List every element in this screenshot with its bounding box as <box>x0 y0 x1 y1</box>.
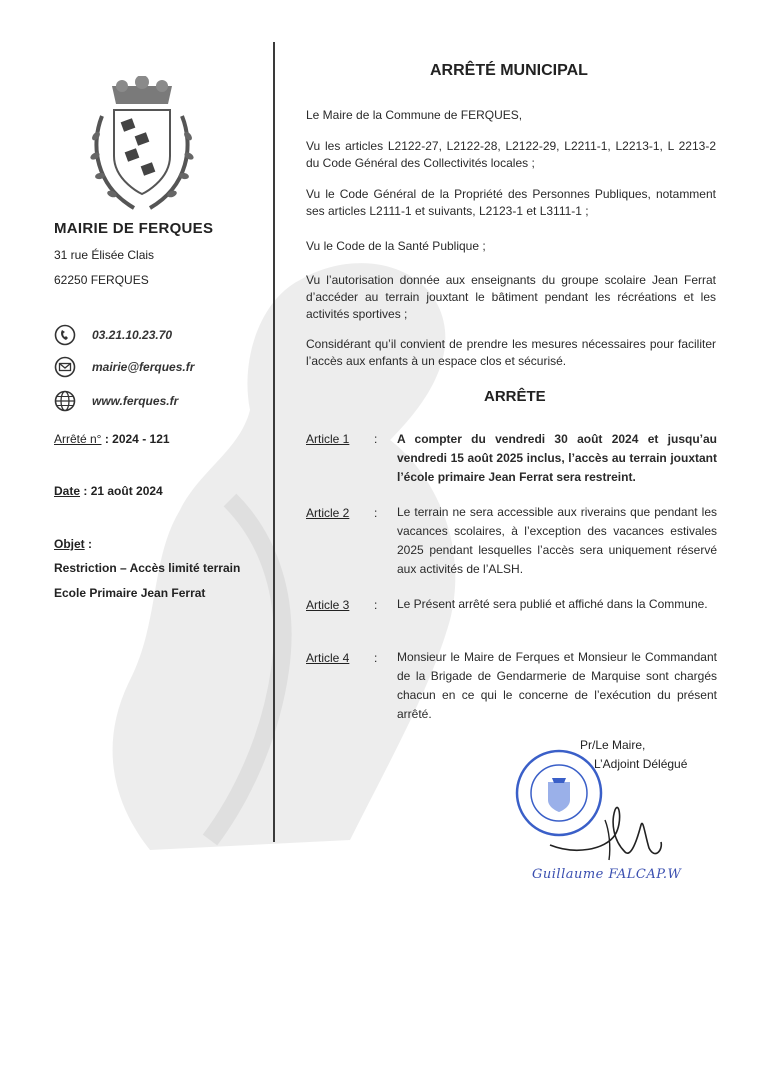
handwritten-signature <box>545 780 665 865</box>
arrete-number-value: : 2024 - 121 <box>104 432 170 446</box>
website-url: www.ferques.fr <box>92 394 179 408</box>
article-2-label: Article 2 <box>306 506 350 520</box>
arrete-number <box>54 432 170 446</box>
considerant-paragraph: Considérant qu’il convient de prendre les mesures nécessaires pour faciliter l’accès aux enfants à un espace clos et sécurisé. <box>306 337 716 368</box>
website-contact <box>54 390 254 414</box>
objet-label: Objet <box>54 537 85 551</box>
article-3-label: Article 3 <box>306 598 350 612</box>
article-1-colon: : <box>374 432 378 446</box>
arrete-heading: ARRÊTE <box>484 388 546 405</box>
objet-text: Restriction – Accès limité terrain Ecole Primaire Jean Ferrat <box>54 561 241 600</box>
intro-line: Le Maire de la Commune de FERQUES, <box>306 108 523 122</box>
phone-contact <box>54 324 254 348</box>
article-2-text: Le terrain ne sera accessible aux riverains que pendant les vacances scolaires, à l’exception des vacances estivales 2025 pendant lesquelles l’accès sera uniquement réservé aux activités de l’ALSH. <box>397 505 717 576</box>
globe-icon <box>54 390 76 412</box>
mail-icon <box>54 356 76 378</box>
article-2-colon: : <box>374 506 378 520</box>
address-line1: 31 rue Élisée Clais <box>54 248 155 262</box>
arrete-date <box>54 484 163 498</box>
address-line2: 62250 FERQUES <box>54 273 149 287</box>
phone-number: 03.21.10.23.70 <box>92 328 173 342</box>
article-3-colon: : <box>374 598 378 612</box>
date-label: Date <box>54 484 81 498</box>
vu-paragraph-2: Vu le Code Général de la Propriété des Personnes Publiques, notamment ses articles L2111-1 et suivants, L2123-1 et L3111-1 ; <box>306 187 716 218</box>
vertical-divider <box>273 42 275 842</box>
vu-paragraph-4: Vu l’autorisation donnée aux enseignants du groupe scolaire Jean Ferrat d’accéder au terrain jouxtant le bâtiment pendant les récréations et les activités sportives ; <box>306 273 716 321</box>
vu-paragraph-1: Vu les articles L2122-27, L2122-28, L2122-29, L2211-1, L2213-1, L 2213-2 du Code Général des Collectivités locales ; <box>306 139 716 170</box>
phone-icon <box>54 324 76 346</box>
objet-heading <box>54 537 92 551</box>
municipal-crest-logo <box>82 76 202 221</box>
article-1-text: A compter du vendredi 30 août 2024 et jusqu’au vendredi 15 août 2025 inclus, l’accès au terrain jouxtant l’école primaire Jean Ferrat sera restreint. <box>397 432 717 484</box>
article-4-colon: : <box>374 651 378 665</box>
article-3-text: Le Présent arrêté sera publié et affiché dans la Commune. <box>397 597 708 611</box>
email-contact <box>54 356 254 380</box>
vu-paragraph-3: Vu le Code de la Santé Publique ; <box>306 239 486 253</box>
arrete-number-label: Arrêté n° <box>54 432 102 446</box>
article-4-text: Monsieur le Maire de Ferques et Monsieur le Commandant de la Brigade de Gendarmerie de Marquise sont chargés chacun en ce qui le concerne de l’exécution du présent arrêté. <box>397 650 717 721</box>
signature-title-2: L’Adjoint Délégué <box>594 757 688 771</box>
article-1-label: Article 1 <box>306 432 350 446</box>
date-value: : 21 août 2024 <box>83 484 163 498</box>
document-title: ARRÊTÉ MUNICIPAL <box>430 62 588 79</box>
article-4-label: Article 4 <box>306 651 350 665</box>
objet-colon: : <box>84 537 93 551</box>
signatory-name: Guillaume FALCAP.W <box>532 867 682 882</box>
signature-title-1: Pr/Le Maire, <box>580 738 646 752</box>
org-name: MAIRIE DE FERQUES <box>54 220 214 237</box>
email-address: mairie@ferques.fr <box>92 360 195 374</box>
